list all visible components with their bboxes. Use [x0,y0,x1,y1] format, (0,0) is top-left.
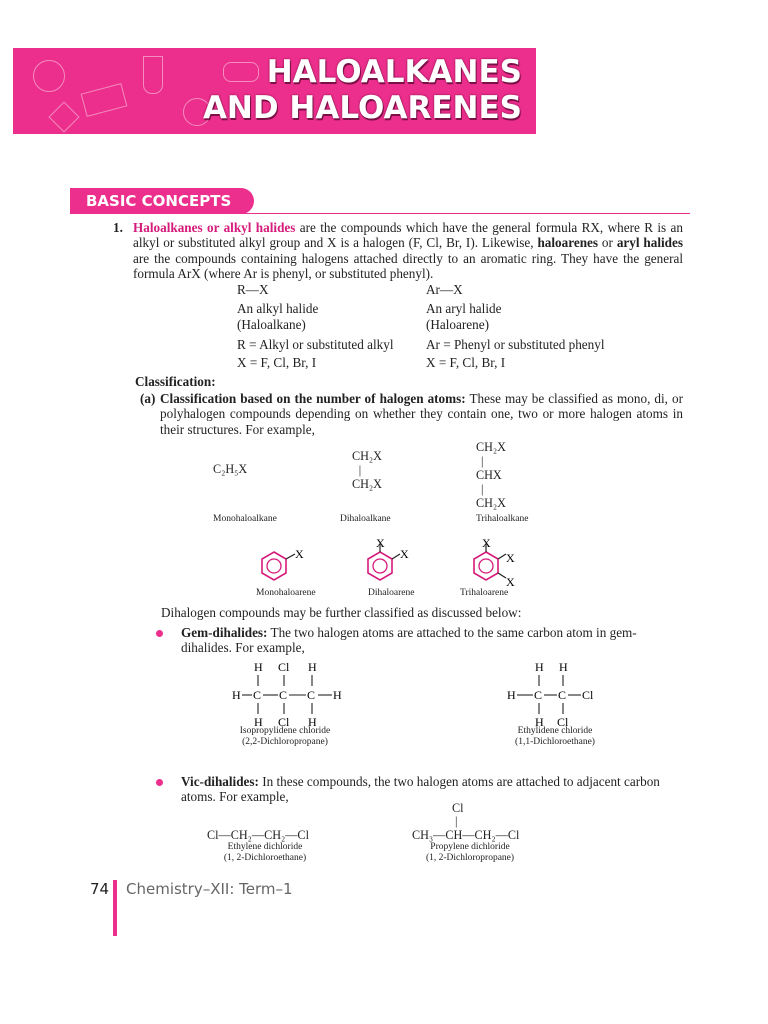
svg-text:X: X [506,575,515,588]
isopropylidene-structure [228,660,358,728]
svg-text:X: X [482,536,491,550]
trihaloalkane-label: Trihaloalkane [476,514,529,524]
section-heading-tab: BASIC CONCEPTS [70,188,254,214]
aryl-halide-block: Ar—X An aryl halide (Haloarene) Ar = Phenyl or substituted phenyl X = F, Cl, Br, I [426,282,605,370]
svg-text:Cl: Cl [278,660,290,674]
monohaloalkane-formula: C₂H₅X [213,462,248,476]
monohaloalkane-label: Monohaloalkane [213,514,277,524]
gem-bullet [156,630,163,637]
svg-text:C: C [253,688,262,702]
term-haloarenes: haloarenes [537,235,599,251]
classification-a: (a) Classification based on the number of halogen atoms: These may be classified as mono, di, or polyhalogen compounds depending on whether they contain one, two or more halogen atoms in their structures. For example, [140,391,683,437]
svg-text:C: C [558,688,567,702]
chapter-title: HALOALKANES AND HALOARENES [202,54,522,126]
vic-bullet [156,779,163,786]
svg-text:X: X [506,551,515,565]
dihalogen-intro: Dihalogen compounds may be further classified as discussed below: [161,605,522,620]
propylene-dichloride-formula: CH₃—CH—CH₂—Cl [412,828,520,842]
svg-text:H: H [507,688,516,702]
svg-text:C: C [307,688,316,702]
svg-text:H: H [254,715,263,728]
monohaloarene-label: Monohaloarene [256,588,316,598]
dihaloarene-label: Dihaloarene [368,588,415,598]
ethylidene-structure [503,660,603,728]
ethylene-dichloride-name: Ethylene dichloride (1, 2-Dichloroethane) [223,842,307,863]
svg-text:H: H [559,660,568,674]
svg-text:H: H [333,688,342,702]
intro-paragraph: 1. Haloalkanes or alkyl halides are the compounds which have the general formula RX, where R is an alkyl or substituted alkyl group and X is a halogen (F, Cl, Br, I). Likewise, haloarenes or aryl halides are the compounds containing halogens attached directly to an aromatic ring. They have the general formula ArX (where Ar is phenyl, or substituted phenyl). [113,220,683,282]
book-title: Chemistry–XII: Term–1 [126,880,293,898]
svg-text:X: X [376,536,385,550]
ethylidene-name: Ethylidene chloride (1,1-Dichloroethane) [515,726,595,747]
section-divider [70,213,690,214]
footer-accent-bar [113,880,117,936]
svg-text:X: X [295,547,304,561]
svg-text:H: H [254,660,263,674]
trihaloarene-label: Trihaloarene [460,588,509,598]
ethylene-dichloride-formula: Cl—CH₂—CH₂—Cl [207,828,309,842]
monohaloarene-structure [250,538,310,588]
svg-text:Cl: Cl [557,715,569,728]
svg-text:H: H [232,688,241,702]
svg-text:H: H [308,660,317,674]
svg-text:Cl: Cl [582,688,594,702]
chapter-banner [13,48,536,134]
svg-text:H: H [535,715,544,728]
dihaloarene-structure [356,536,416,588]
isopropylidene-name: Isopropylidene chloride (2,2-Dichloropropane) [239,726,331,747]
propylene-bond: | [455,814,458,828]
term-aryl-halides: aryl halides [616,235,683,251]
term-haloalkanes: Haloalkanes or alkyl halides [133,220,296,235]
trihaloalkane-structure: CH₂X | CHX | CH₂X [476,440,506,510]
svg-text:Cl: Cl [278,715,290,728]
vic-dihalides-text: Vic-dihalides: In these compounds, the two halogen atoms are attached to adjacent carbon atoms. For example, [181,774,660,805]
propylene-dichloride-name: Propylene dichloride (1, 2-Dichloropropane) [425,842,515,863]
dihaloalkane-label: Dihaloalkane [340,514,391,524]
svg-text:C: C [279,688,288,702]
alkyl-halide-block: R—X An alkyl halide (Haloalkane) R = Alkyl or substituted alkyl X = F, Cl, Br, I [237,282,394,370]
classification-heading: Classification: [135,374,216,389]
gem-dihalides-text: Gem-dihalides: The two halogen atoms are attached to the same carbon atom in gem-dihalides. For example, [181,625,637,656]
dihaloalkane-structure: CH₂X | CH₂X [352,449,382,491]
trihaloarene-structure [462,536,522,588]
svg-text:H: H [308,715,317,728]
svg-text:X: X [400,547,409,561]
page-number: 74 [90,880,110,898]
svg-text:C: C [534,688,543,702]
propylene-cl-top: Cl [452,801,464,815]
svg-text:H: H [535,660,544,674]
